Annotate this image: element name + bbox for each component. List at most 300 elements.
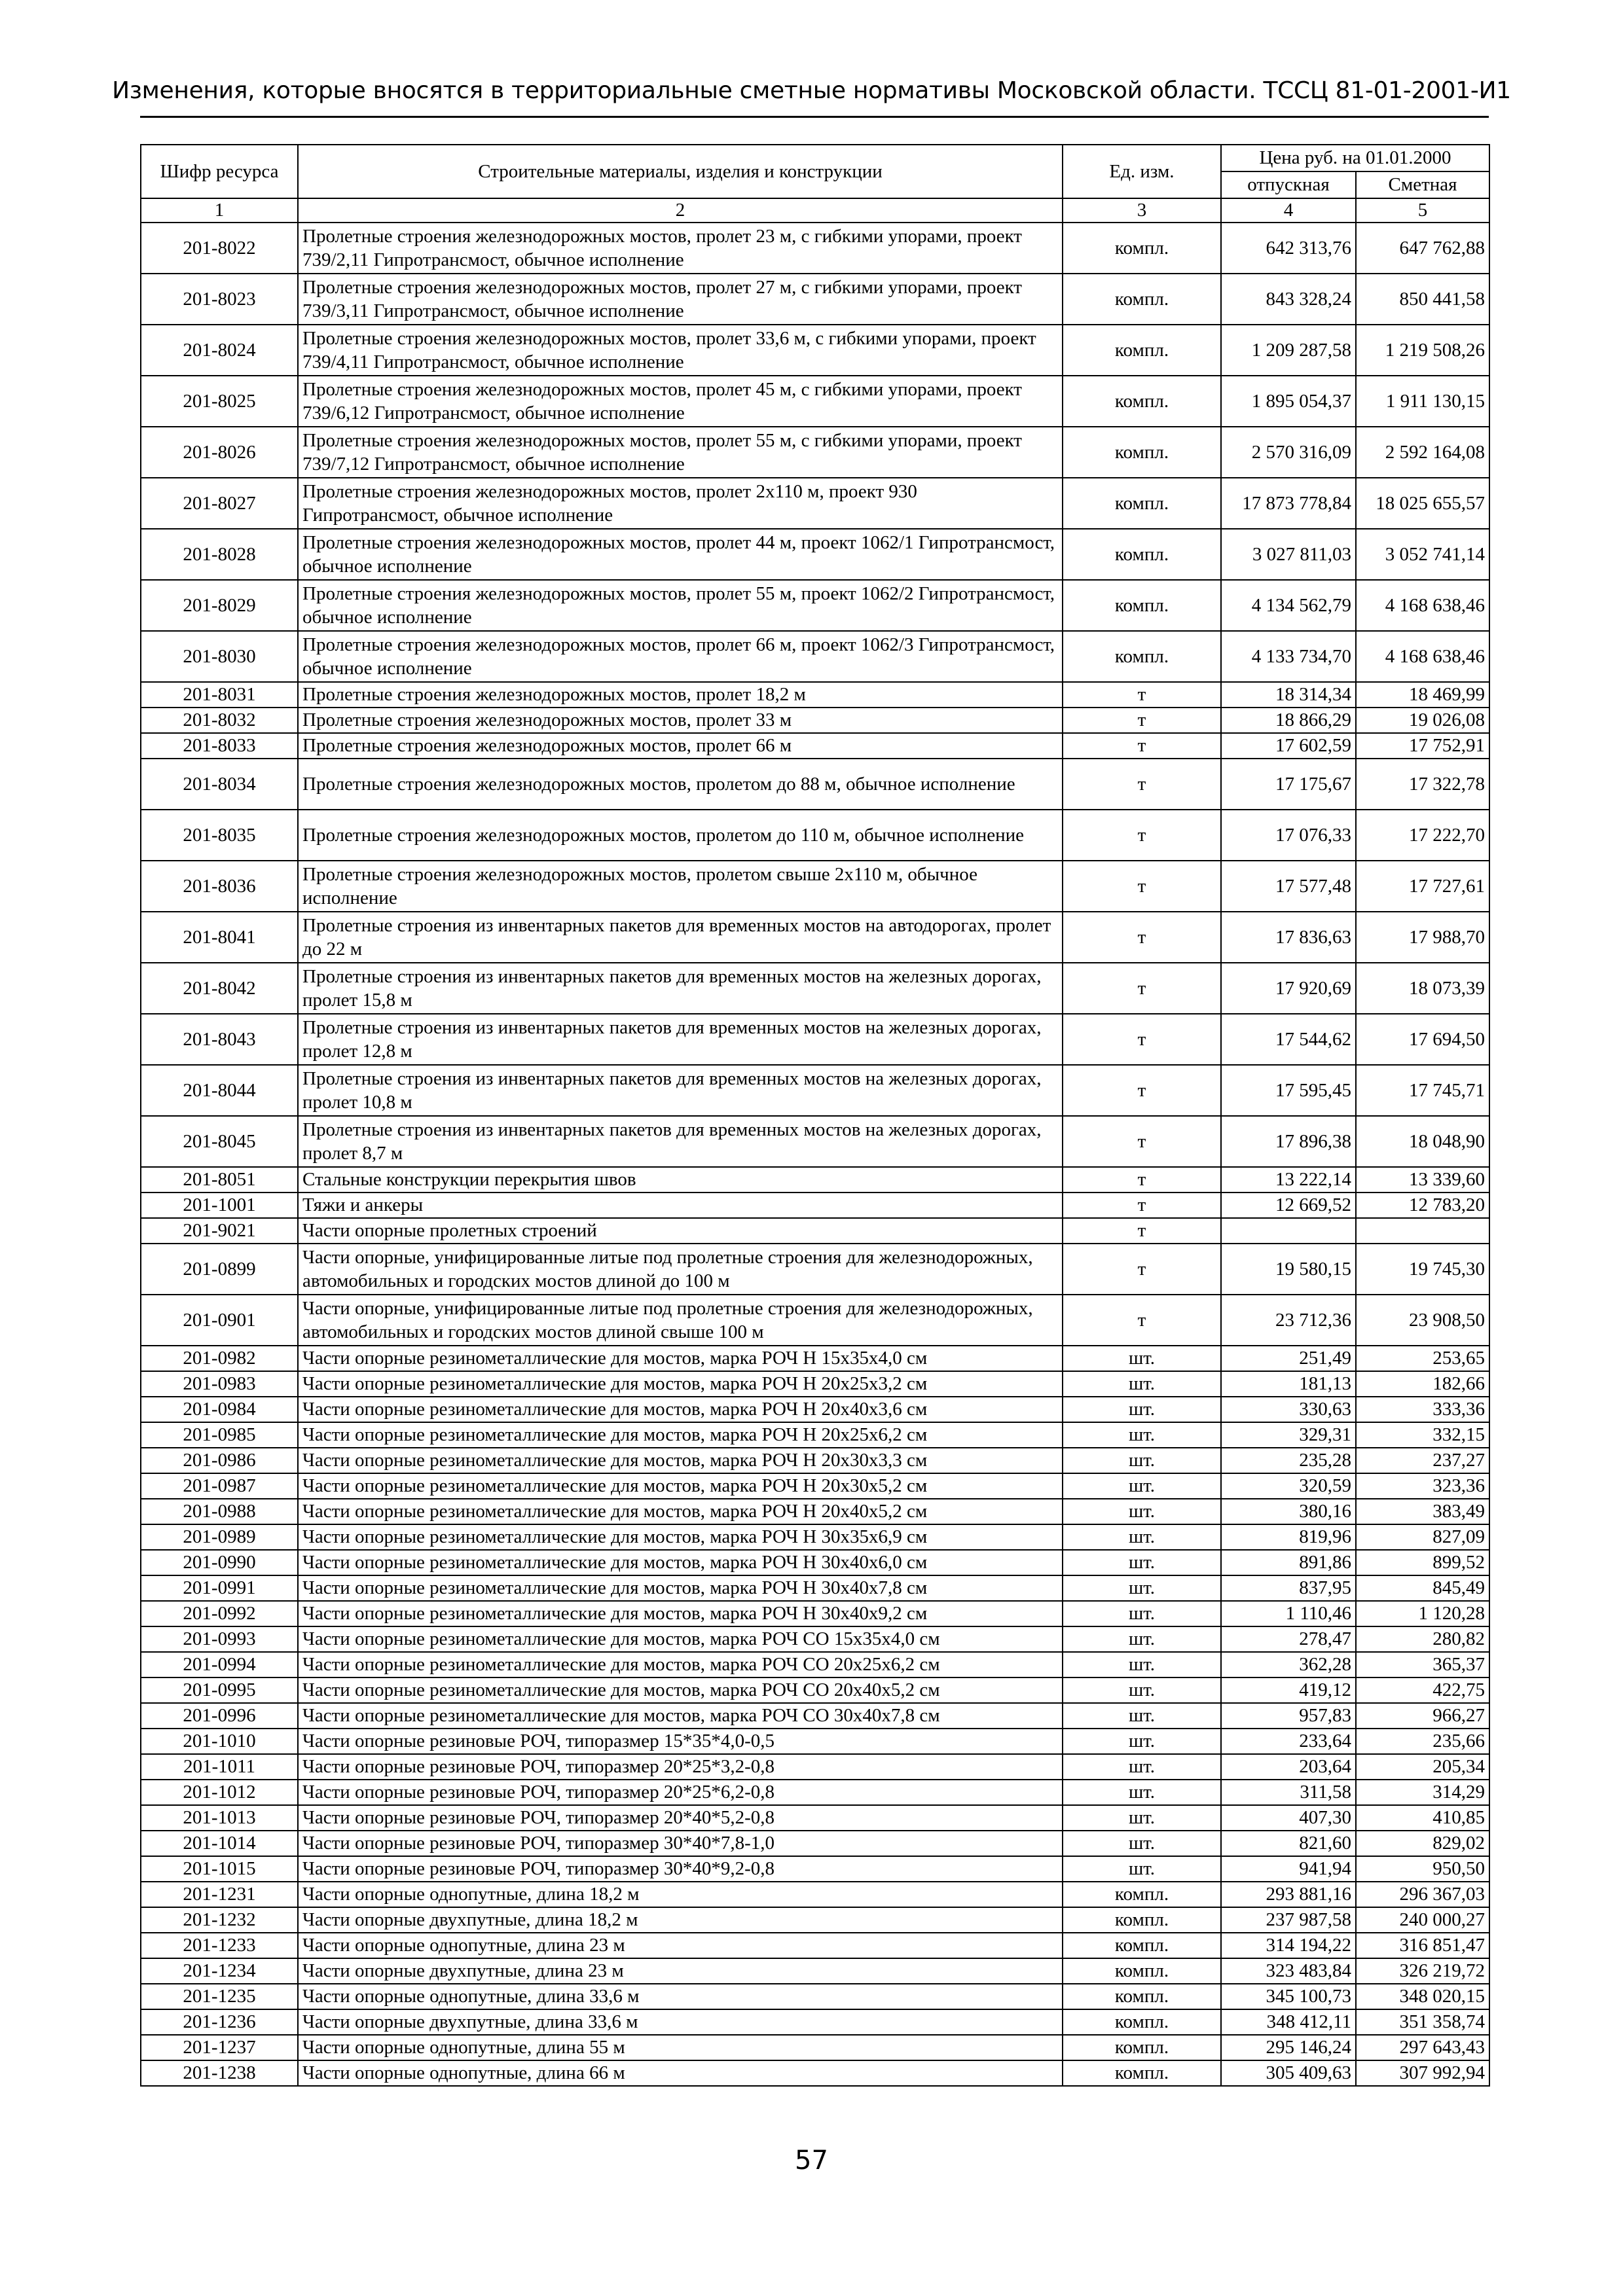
cell-name: Части опорные, унифицированные литые под пролетные строения для железнодорожных, автомобильных и городских мостов длиной до 100 м — [298, 1244, 1063, 1295]
table-row — [141, 682, 1489, 708]
cell-name: Части опорные двухпутные, длина 23 м — [298, 1958, 1063, 1984]
cell-name: Части опорные резинометаллические для мостов, марка РОЧ СО 20х40х5,2 см — [298, 1677, 1063, 1703]
cell-estimate-price: 323,36 — [1356, 1473, 1489, 1499]
table-row — [141, 1397, 1489, 1422]
column-number: 3 — [1063, 198, 1221, 223]
cell-code: 201-1234 — [141, 1958, 298, 1984]
cell-code: 201-1237 — [141, 2035, 298, 2060]
table-row — [141, 1984, 1489, 2009]
cell-unit: шт. — [1063, 1754, 1221, 1780]
cell-code: 201-0987 — [141, 1473, 298, 1499]
table-row — [141, 708, 1489, 733]
cell-unit: компл. — [1063, 1907, 1221, 1933]
cell-code: 201-8023 — [141, 274, 298, 325]
cell-name: Стальные конструкции перекрытия швов — [298, 1167, 1063, 1193]
cell-unit: т — [1063, 1218, 1221, 1244]
cell-release-price: 19 580,15 — [1221, 1244, 1356, 1295]
cell-estimate-price: 12 783,20 — [1356, 1193, 1489, 1218]
cell-release-price: 323 483,84 — [1221, 1958, 1356, 1984]
table-row — [141, 376, 1489, 427]
table-row — [141, 759, 1489, 810]
cell-name: Части опорные резинометаллические для мостов, марка РОЧ Н 20х40х3,6 см — [298, 1397, 1063, 1422]
cell-estimate-price: 240 000,27 — [1356, 1907, 1489, 1933]
cell-name: Части опорные резинометаллические для мостов, марка РОЧ Н 15х35х4,0 см — [298, 1346, 1063, 1371]
column-number: 1 — [141, 198, 298, 223]
cell-unit: т — [1063, 708, 1221, 733]
cell-name: Пролетные строения из инвентарных пакетов для временных мостов на автодорогах, пролет до 22 м — [298, 912, 1063, 963]
cell-name: Части опорные однопутные, длина 66 м — [298, 2060, 1063, 2086]
cell-code: 201-1001 — [141, 1193, 298, 1218]
table-row — [141, 1371, 1489, 1397]
cell-estimate-price: 17 222,70 — [1356, 810, 1489, 861]
cell-name: Пролетные строения железнодорожных мостов, пролет 18,2 м — [298, 682, 1063, 708]
cell-name: Пролетные строения железнодорожных мостов, пролет 44 м, проект 1062/1 Гипротрансмост, обычное исполнение — [298, 529, 1063, 580]
cell-release-price: 237 987,58 — [1221, 1907, 1356, 1933]
cell-estimate-price: 17 988,70 — [1356, 912, 1489, 963]
cell-estimate-price: 326 219,72 — [1356, 1958, 1489, 1984]
cell-code: 201-1012 — [141, 1780, 298, 1805]
cell-code: 201-1015 — [141, 1856, 298, 1882]
cell-unit: т — [1063, 682, 1221, 708]
column-number: 2 — [298, 198, 1063, 223]
cell-code: 201-0984 — [141, 1397, 298, 1422]
cell-release-price: 362,28 — [1221, 1652, 1356, 1677]
cell-estimate-price: 422,75 — [1356, 1677, 1489, 1703]
cell-unit: шт. — [1063, 1831, 1221, 1856]
cell-unit: компл. — [1063, 580, 1221, 631]
cell-code: 201-1235 — [141, 1984, 298, 2009]
cell-name: Части опорные резиновые РОЧ, типоразмер 20*25*3,2-0,8 — [298, 1754, 1063, 1780]
cell-unit: шт. — [1063, 1652, 1221, 1677]
table-row — [141, 1167, 1489, 1193]
cell-estimate-price: 18 469,99 — [1356, 682, 1489, 708]
cell-unit: шт. — [1063, 1729, 1221, 1754]
cell-unit: т — [1063, 1116, 1221, 1167]
cell-code: 201-1231 — [141, 1882, 298, 1907]
cell-release-price: 407,30 — [1221, 1805, 1356, 1831]
cell-name: Части опорные резинометаллические для мостов, марка РОЧ Н 20х25х3,2 см — [298, 1371, 1063, 1397]
cell-unit: компл. — [1063, 223, 1221, 274]
cell-unit: т — [1063, 1065, 1221, 1116]
cell-estimate-price: 332,15 — [1356, 1422, 1489, 1448]
cell-code: 201-1010 — [141, 1729, 298, 1754]
cell-name: Части опорные резиновые РОЧ, типоразмер 15*35*4,0-0,5 — [298, 1729, 1063, 1754]
cell-name: Части опорные пролетных строений — [298, 1218, 1063, 1244]
cell-code: 201-8028 — [141, 529, 298, 580]
cell-release-price: 17 602,59 — [1221, 733, 1356, 759]
column-header-code: Шифр ресурса — [141, 145, 298, 198]
cell-release-price: 17 577,48 — [1221, 861, 1356, 912]
cell-code: 201-8045 — [141, 1116, 298, 1167]
cell-release-price: 957,83 — [1221, 1703, 1356, 1729]
cell-name: Части опорные резиновые РОЧ, типоразмер 30*40*9,2-0,8 — [298, 1856, 1063, 1882]
table-row — [141, 325, 1489, 376]
cell-estimate-price: 966,27 — [1356, 1703, 1489, 1729]
cell-name: Пролетные строения железнодорожных мостов, пролет 33,6 м, с гибкими упорами, проект 739/4,11 Гипротрансмост, обычное исполнение — [298, 325, 1063, 376]
cell-estimate-price: 316 851,47 — [1356, 1933, 1489, 1958]
cell-release-price: 320,59 — [1221, 1473, 1356, 1499]
cell-unit: компл. — [1063, 1933, 1221, 1958]
cell-estimate-price: 1 120,28 — [1356, 1601, 1489, 1626]
cell-release-price: 1 209 287,58 — [1221, 325, 1356, 376]
cell-unit: т — [1063, 1295, 1221, 1346]
cell-name: Части опорные резиновые РОЧ, типоразмер 20*25*6,2-0,8 — [298, 1780, 1063, 1805]
cell-unit: шт. — [1063, 1524, 1221, 1550]
table-row — [141, 1933, 1489, 1958]
cell-code: 201-1013 — [141, 1805, 298, 1831]
cell-name: Пролетные строения железнодорожных мостов, пролет 45 м, с гибкими упорами, проект 739/6,12 Гипротрансмост, обычное исполнение — [298, 376, 1063, 427]
table-row — [141, 1601, 1489, 1626]
cell-release-price: 203,64 — [1221, 1754, 1356, 1780]
table-row — [141, 1907, 1489, 1933]
cell-unit: шт. — [1063, 1448, 1221, 1473]
column-number-row — [141, 198, 1489, 223]
table-row — [141, 2060, 1489, 2086]
cell-estimate-price: 18 073,39 — [1356, 963, 1489, 1014]
cell-release-price: 17 836,63 — [1221, 912, 1356, 963]
cell-name: Части опорные двухпутные, длина 18,2 м — [298, 1907, 1063, 1933]
cell-unit: шт. — [1063, 1677, 1221, 1703]
cell-unit: шт. — [1063, 1397, 1221, 1422]
table-row — [141, 1677, 1489, 1703]
cell-code: 201-8033 — [141, 733, 298, 759]
table-row — [141, 1882, 1489, 1907]
cell-estimate-price: 280,82 — [1356, 1626, 1489, 1652]
cell-code: 201-0992 — [141, 1601, 298, 1626]
cell-release-price: 419,12 — [1221, 1677, 1356, 1703]
cell-code: 201-0991 — [141, 1575, 298, 1601]
cell-release-price: 843 328,24 — [1221, 274, 1356, 325]
cell-name: Части опорные резиновые РОЧ, типоразмер 30*40*7,8-1,0 — [298, 1831, 1063, 1856]
cell-estimate-price: 314,29 — [1356, 1780, 1489, 1805]
cell-unit: т — [1063, 1014, 1221, 1065]
cell-release-price: 18 314,34 — [1221, 682, 1356, 708]
cell-name: Части опорные однопутные, длина 33,6 м — [298, 1984, 1063, 2009]
cell-estimate-price: 383,49 — [1356, 1499, 1489, 1524]
cell-name: Тяжи и анкеры — [298, 1193, 1063, 1218]
cell-release-price: 233,64 — [1221, 1729, 1356, 1754]
cell-code: 201-1232 — [141, 1907, 298, 1933]
cell-code: 201-8032 — [141, 708, 298, 733]
cell-release-price: 311,58 — [1221, 1780, 1356, 1805]
table-row — [141, 1805, 1489, 1831]
table-row — [141, 810, 1489, 861]
cell-estimate-price: 850 441,58 — [1356, 274, 1489, 325]
table-row — [141, 1652, 1489, 1677]
cell-code: 201-8034 — [141, 759, 298, 810]
table-row — [141, 1524, 1489, 1550]
cell-unit: шт. — [1063, 1473, 1221, 1499]
cell-estimate-price: 19 026,08 — [1356, 708, 1489, 733]
cell-code: 201-0990 — [141, 1550, 298, 1575]
table-row — [141, 1448, 1489, 1473]
table-row — [141, 1831, 1489, 1856]
cell-name: Части опорные резинометаллические для мостов, марка РОЧ Н 30х40х9,2 см — [298, 1601, 1063, 1626]
column-header-release: отпускная — [1221, 171, 1356, 198]
cell-code: 201-8051 — [141, 1167, 298, 1193]
cell-release-price: 3 027 811,03 — [1221, 529, 1356, 580]
cell-code: 201-8025 — [141, 376, 298, 427]
cell-unit: компл. — [1063, 2035, 1221, 2060]
table-row — [141, 1575, 1489, 1601]
table-row — [141, 1346, 1489, 1371]
cell-unit: т — [1063, 1193, 1221, 1218]
cell-name: Пролетные строения железнодорожных мостов, пролет 2х110 м, проект 930 Гипротрансмост, обычное исполнение — [298, 478, 1063, 529]
table-row — [141, 1116, 1489, 1167]
cell-unit: компл. — [1063, 478, 1221, 529]
cell-release-price: 345 100,73 — [1221, 1984, 1356, 2009]
cell-unit: шт. — [1063, 1499, 1221, 1524]
cell-estimate-price: 182,66 — [1356, 1371, 1489, 1397]
cell-estimate-price: 17 322,78 — [1356, 759, 1489, 810]
cell-name: Пролетные строения железнодорожных мостов, пролетом до 110 м, обычное исполнение — [298, 810, 1063, 861]
cell-name: Пролетные строения железнодорожных мостов, пролет 66 м — [298, 733, 1063, 759]
cell-code: 201-8026 — [141, 427, 298, 478]
cell-release-price: 2 570 316,09 — [1221, 427, 1356, 478]
cell-release-price: 305 409,63 — [1221, 2060, 1356, 2086]
cell-estimate-price: 3 052 741,14 — [1356, 529, 1489, 580]
cell-estimate-price: 18 025 655,57 — [1356, 478, 1489, 529]
cell-code: 201-0899 — [141, 1244, 298, 1295]
cell-code: 201-0983 — [141, 1371, 298, 1397]
header-rule — [140, 116, 1489, 118]
cell-name: Пролетные строения железнодорожных мостов, пролетом до 88 м, обычное исполнение — [298, 759, 1063, 810]
column-number: 4 — [1221, 198, 1356, 223]
table-row — [141, 427, 1489, 478]
cell-estimate-price: 410,85 — [1356, 1805, 1489, 1831]
cell-code: 201-0995 — [141, 1677, 298, 1703]
cell-estimate-price: 829,02 — [1356, 1831, 1489, 1856]
cell-estimate-price: 23 908,50 — [1356, 1295, 1489, 1346]
table-row — [141, 1780, 1489, 1805]
cell-unit: т — [1063, 1167, 1221, 1193]
table-header-row — [141, 145, 1489, 171]
cell-release-price: 23 712,36 — [1221, 1295, 1356, 1346]
cell-release-price: 380,16 — [1221, 1499, 1356, 1524]
table-row — [141, 1958, 1489, 1984]
cell-release-price: 12 669,52 — [1221, 1193, 1356, 1218]
cell-name: Пролетные строения из инвентарных пакетов для временных мостов на железных дорогах, пролет 8,7 м — [298, 1116, 1063, 1167]
table-row — [141, 1295, 1489, 1346]
table-row — [141, 963, 1489, 1014]
cell-estimate-price: 647 762,88 — [1356, 223, 1489, 274]
table-row — [141, 1626, 1489, 1652]
cell-estimate-price: 1 911 130,15 — [1356, 376, 1489, 427]
table-row — [141, 1065, 1489, 1116]
cell-estimate-price: 297 643,43 — [1356, 2035, 1489, 2060]
cell-release-price: 348 412,11 — [1221, 2009, 1356, 2035]
column-header-unit: Ед. изм. — [1063, 145, 1221, 198]
cell-release-price: 642 313,76 — [1221, 223, 1356, 274]
table-row — [141, 1499, 1489, 1524]
cell-code: 201-8027 — [141, 478, 298, 529]
cell-release-price: 941,94 — [1221, 1856, 1356, 1882]
cell-release-price: 17 544,62 — [1221, 1014, 1356, 1065]
cell-release-price: 329,31 — [1221, 1422, 1356, 1448]
column-number: 5 — [1356, 198, 1489, 223]
cell-name: Части опорные резиновые РОЧ, типоразмер 20*40*5,2-0,8 — [298, 1805, 1063, 1831]
cell-release-price: 891,86 — [1221, 1550, 1356, 1575]
cell-unit: компл. — [1063, 427, 1221, 478]
cell-estimate-price: 4 168 638,46 — [1356, 580, 1489, 631]
cell-code: 201-0994 — [141, 1652, 298, 1677]
cell-estimate-price: 13 339,60 — [1356, 1167, 1489, 1193]
column-header-name: Строительные материалы, изделия и конструкции — [298, 145, 1063, 198]
price-table — [140, 144, 1490, 2087]
cell-estimate-price: 17 694,50 — [1356, 1014, 1489, 1065]
cell-name: Пролетные строения железнодорожных мостов, пролет 66 м, проект 1062/3 Гипротрансмост, обычное исполнение — [298, 631, 1063, 682]
cell-code: 201-0901 — [141, 1295, 298, 1346]
cell-estimate-price: 2 592 164,08 — [1356, 427, 1489, 478]
cell-estimate-price: 1 219 508,26 — [1356, 325, 1489, 376]
cell-code: 201-0988 — [141, 1499, 298, 1524]
cell-release-price: 837,95 — [1221, 1575, 1356, 1601]
cell-code: 201-8035 — [141, 810, 298, 861]
cell-release-price: 4 133 734,70 — [1221, 631, 1356, 682]
cell-unit: шт. — [1063, 1371, 1221, 1397]
table-row — [141, 580, 1489, 631]
table-body — [141, 223, 1489, 2086]
cell-estimate-price: 19 745,30 — [1356, 1244, 1489, 1295]
cell-estimate-price: 17 745,71 — [1356, 1065, 1489, 1116]
cell-release-price — [1221, 1218, 1356, 1244]
cell-estimate-price: 950,50 — [1356, 1856, 1489, 1882]
cell-unit: шт. — [1063, 1703, 1221, 1729]
cell-code: 201-0996 — [141, 1703, 298, 1729]
cell-name: Пролетные строения железнодорожных мостов, пролет 55 м, проект 1062/2 Гипротрансмост, обычное исполнение — [298, 580, 1063, 631]
table-row — [141, 2009, 1489, 2035]
cell-code: 201-0993 — [141, 1626, 298, 1652]
cell-name: Части опорные однопутные, длина 23 м — [298, 1933, 1063, 1958]
cell-name: Пролетные строения из инвентарных пакетов для временных мостов на железных дорогах, пролет 15,8 м — [298, 963, 1063, 1014]
cell-release-price: 295 146,24 — [1221, 2035, 1356, 2060]
cell-unit: шт. — [1063, 1856, 1221, 1882]
cell-release-price: 293 881,16 — [1221, 1882, 1356, 1907]
cell-name: Части опорные двухпутные, длина 33,6 м — [298, 2009, 1063, 2035]
cell-name: Пролетные строения железнодорожных мостов, пролетом свыше 2х110 м, обычное исполнение — [298, 861, 1063, 912]
cell-code: 201-8022 — [141, 223, 298, 274]
cell-unit: т — [1063, 1244, 1221, 1295]
cell-code: 201-0989 — [141, 1524, 298, 1550]
cell-code: 201-1233 — [141, 1933, 298, 1958]
cell-release-price: 181,13 — [1221, 1371, 1356, 1397]
cell-code: 201-1238 — [141, 2060, 298, 2086]
cell-unit: компл. — [1063, 2060, 1221, 2086]
cell-code: 201-8030 — [141, 631, 298, 682]
cell-estimate-price: 899,52 — [1356, 1550, 1489, 1575]
table-row — [141, 223, 1489, 274]
table-row — [141, 478, 1489, 529]
cell-name: Пролетные строения железнодорожных мостов, пролет 27 м, с гибкими упорами, проект 739/3,11 Гипротрансмост, обычное исполнение — [298, 274, 1063, 325]
cell-unit: шт. — [1063, 1805, 1221, 1831]
cell-code: 201-8024 — [141, 325, 298, 376]
cell-code: 201-8029 — [141, 580, 298, 631]
cell-name: Части опорные резинометаллические для мостов, марка РОЧ Н 30х40х6,0 см — [298, 1550, 1063, 1575]
cell-unit: компл. — [1063, 1882, 1221, 1907]
cell-release-price: 278,47 — [1221, 1626, 1356, 1652]
cell-code: 201-8042 — [141, 963, 298, 1014]
cell-release-price: 17 175,67 — [1221, 759, 1356, 810]
cell-code: 201-8044 — [141, 1065, 298, 1116]
cell-estimate-price: 253,65 — [1356, 1346, 1489, 1371]
cell-name: Пролетные строения железнодорожных мостов, пролет 33 м — [298, 708, 1063, 733]
cell-unit: т — [1063, 963, 1221, 1014]
cell-unit: шт. — [1063, 1550, 1221, 1575]
cell-release-price: 17 873 778,84 — [1221, 478, 1356, 529]
cell-release-price: 4 134 562,79 — [1221, 580, 1356, 631]
cell-code: 201-8031 — [141, 682, 298, 708]
table-row — [141, 1244, 1489, 1295]
cell-name: Части опорные резинометаллические для мостов, марка РОЧ Н 20х40х5,2 см — [298, 1499, 1063, 1524]
cell-estimate-price: 827,09 — [1356, 1524, 1489, 1550]
table-row — [141, 1856, 1489, 1882]
cell-unit: компл. — [1063, 2009, 1221, 2035]
cell-estimate-price: 4 168 638,46 — [1356, 631, 1489, 682]
cell-code: 201-1011 — [141, 1754, 298, 1780]
table-row — [141, 1218, 1489, 1244]
cell-name: Части опорные резинометаллические для мостов, марка РОЧ СО 20х25х6,2 см — [298, 1652, 1063, 1677]
cell-unit: шт. — [1063, 1346, 1221, 1371]
cell-unit: компл. — [1063, 631, 1221, 682]
cell-code: 201-8036 — [141, 861, 298, 912]
cell-estimate-price: 351 358,74 — [1356, 2009, 1489, 2035]
cell-release-price: 1 895 054,37 — [1221, 376, 1356, 427]
cell-name: Части опорные резинометаллические для мостов, марка РОЧ СО 15х35х4,0 см — [298, 1626, 1063, 1652]
table-row — [141, 861, 1489, 912]
cell-release-price: 17 595,45 — [1221, 1065, 1356, 1116]
cell-release-price: 17 076,33 — [1221, 810, 1356, 861]
table-row — [141, 1703, 1489, 1729]
cell-name: Части опорные резинометаллические для мостов, марка РОЧ Н 30х40х7,8 см — [298, 1575, 1063, 1601]
cell-code: 201-9021 — [141, 1218, 298, 1244]
table-row — [141, 912, 1489, 963]
cell-unit: шт. — [1063, 1575, 1221, 1601]
cell-unit: т — [1063, 861, 1221, 912]
cell-code: 201-8043 — [141, 1014, 298, 1065]
column-header-price-group: Цена руб. на 01.01.2000 — [1221, 145, 1489, 171]
table-row — [141, 1754, 1489, 1780]
cell-release-price: 17 896,38 — [1221, 1116, 1356, 1167]
cell-code: 201-1014 — [141, 1831, 298, 1856]
cell-estimate-price: 237,27 — [1356, 1448, 1489, 1473]
cell-unit: компл. — [1063, 274, 1221, 325]
cell-unit: компл. — [1063, 325, 1221, 376]
cell-estimate-price: 17 727,61 — [1356, 861, 1489, 912]
cell-release-price: 330,63 — [1221, 1397, 1356, 1422]
cell-name: Части опорные резинометаллические для мостов, марка РОЧ Н 30х35х6,9 см — [298, 1524, 1063, 1550]
cell-unit: компл. — [1063, 1958, 1221, 1984]
cell-estimate-price — [1356, 1218, 1489, 1244]
cell-release-price: 821,60 — [1221, 1831, 1356, 1856]
cell-estimate-price: 845,49 — [1356, 1575, 1489, 1601]
cell-unit: шт. — [1063, 1626, 1221, 1652]
cell-name: Пролетные строения железнодорожных мостов, пролет 55 м, с гибкими упорами, проект 739/7,12 Гипротрансмост, обычное исполнение — [298, 427, 1063, 478]
table-row — [141, 1473, 1489, 1499]
cell-unit: компл. — [1063, 1984, 1221, 2009]
cell-unit: компл. — [1063, 529, 1221, 580]
cell-release-price: 1 110,46 — [1221, 1601, 1356, 1626]
cell-name: Части опорные резинометаллические для мостов, марка РОЧ Н 20х30х5,2 см — [298, 1473, 1063, 1499]
cell-code: 201-0985 — [141, 1422, 298, 1448]
cell-name: Части опорные резинометаллические для мостов, марка РОЧ СО 30х40х7,8 см — [298, 1703, 1063, 1729]
cell-release-price: 18 866,29 — [1221, 708, 1356, 733]
cell-code: 201-1236 — [141, 2009, 298, 2035]
cell-name: Части опорные однопутные, длина 18,2 м — [298, 1882, 1063, 1907]
cell-code: 201-0986 — [141, 1448, 298, 1473]
table-row — [141, 1422, 1489, 1448]
page-header-title: Изменения, которые вносятся в территориальные сметные нормативы Московской области. ТССЦ 81-01-2001-И1 — [112, 77, 1511, 104]
cell-name: Части опорные, унифицированные литые под пролетные строения для железнодорожных, автомобильных и городских мостов длиной свыше 100 м — [298, 1295, 1063, 1346]
